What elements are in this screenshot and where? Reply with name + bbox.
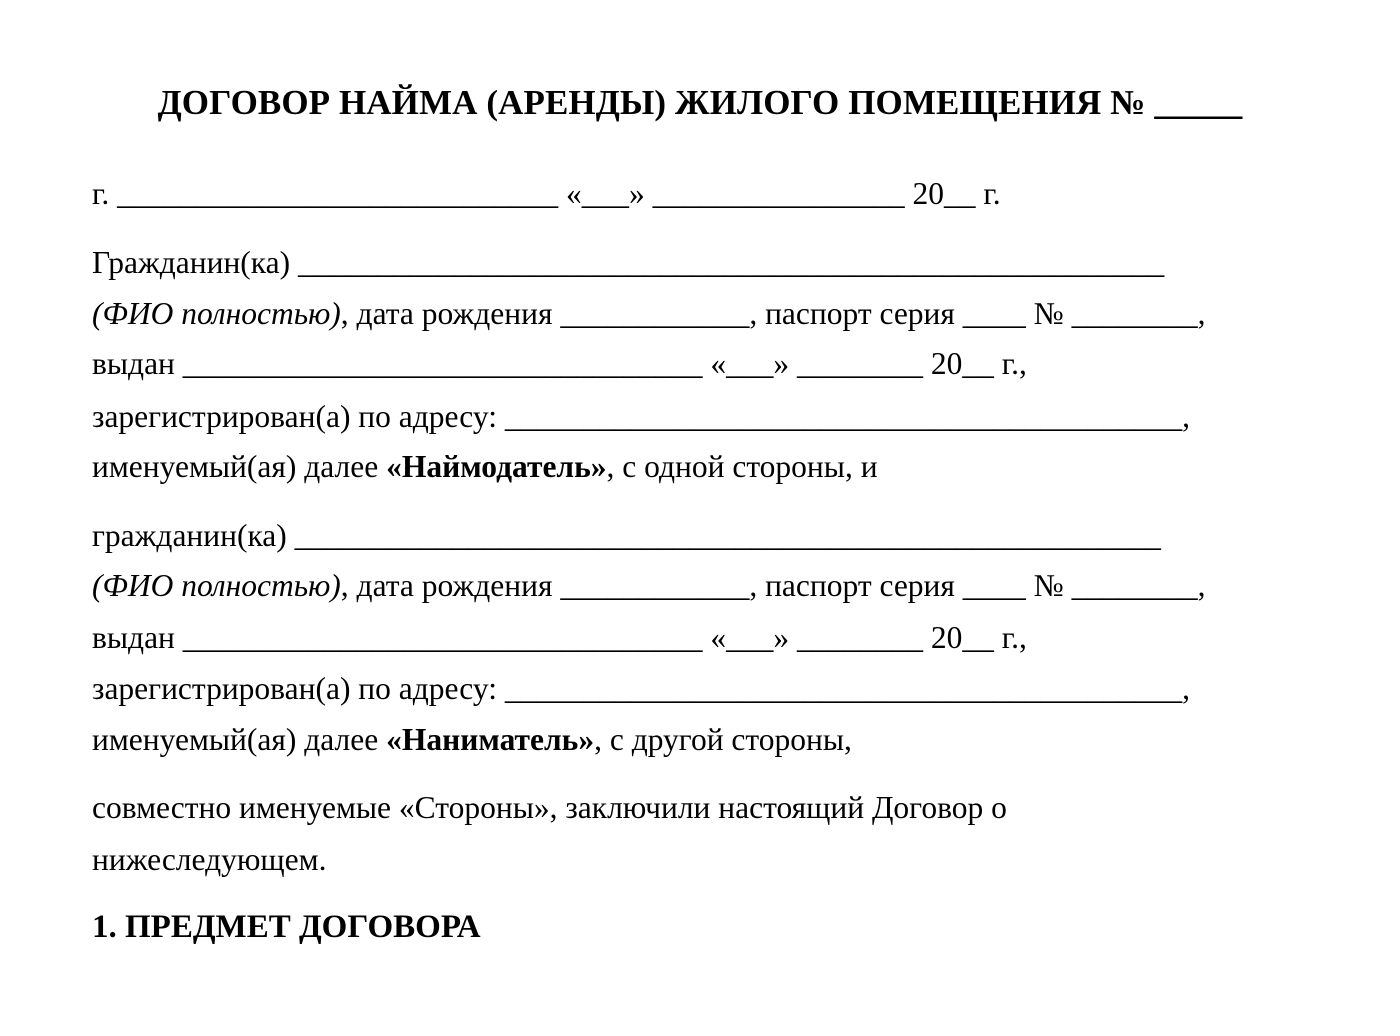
- conclusion-line-1: совместно именуемые «Стороны», заключили настоящий Договор о: [92, 790, 1007, 825]
- landlord-name-line: Гражданин(ка) _______________________________________________________: [92, 245, 1165, 280]
- landlord-role-name: «Наймодатель»: [386, 449, 607, 484]
- landlord-role-suffix: , с одной стороны, и: [606, 449, 878, 484]
- tenant-role-suffix: , с другой стороны,: [594, 722, 852, 757]
- place-date-line: г. ____________________________ «___» ________________ 20__ г.: [92, 176, 1001, 211]
- tenant-issued-line: выдан _________________________________ «___» ________ 20__ г.,: [92, 620, 1027, 655]
- landlord-fio-hint: (ФИО полностью): [92, 296, 341, 331]
- tenant-fio-hint: (ФИО полностью): [92, 568, 341, 603]
- landlord-role-line: [92, 445, 878, 489]
- conclusion-line-2: нижеследующем.: [92, 842, 327, 877]
- tenant-role-name: «Наниматель»: [386, 722, 595, 757]
- tenant-address-line: зарегистрирован(а) по адресу: ___________________________________________,: [92, 671, 1190, 706]
- tenant-birth-passport-line: [92, 564, 1205, 608]
- landlord-issued-line: выдан _________________________________ «___» ________ 20__ г.,: [92, 346, 1027, 381]
- section-1-heading: 1. ПРЕДМЕТ ДОГОВОРА: [92, 909, 481, 945]
- tenant-role-line: [92, 718, 852, 762]
- tenant-birth-passport-text: , дата рождения ____________, паспорт серия ____ № ________,: [340, 568, 1206, 603]
- contract-title: ДОГОВОР НАЙМА (АРЕНДЫ) ЖИЛОГО ПОМЕЩЕНИЯ № _____: [157, 83, 1243, 122]
- landlord-birth-passport-text: , дата рождения ____________, паспорт серия ____ № ________,: [340, 296, 1206, 331]
- tenant-role-prefix: именуемый(ая) далее: [92, 722, 387, 757]
- landlord-role-prefix: именуемый(ая) далее: [92, 449, 387, 484]
- landlord-address-line: зарегистрирован(а) по адресу: ___________________________________________,: [92, 399, 1190, 434]
- tenant-name-line: гражданин(ка) _______________________________________________________: [92, 518, 1161, 553]
- landlord-birth-passport-line: [92, 292, 1205, 336]
